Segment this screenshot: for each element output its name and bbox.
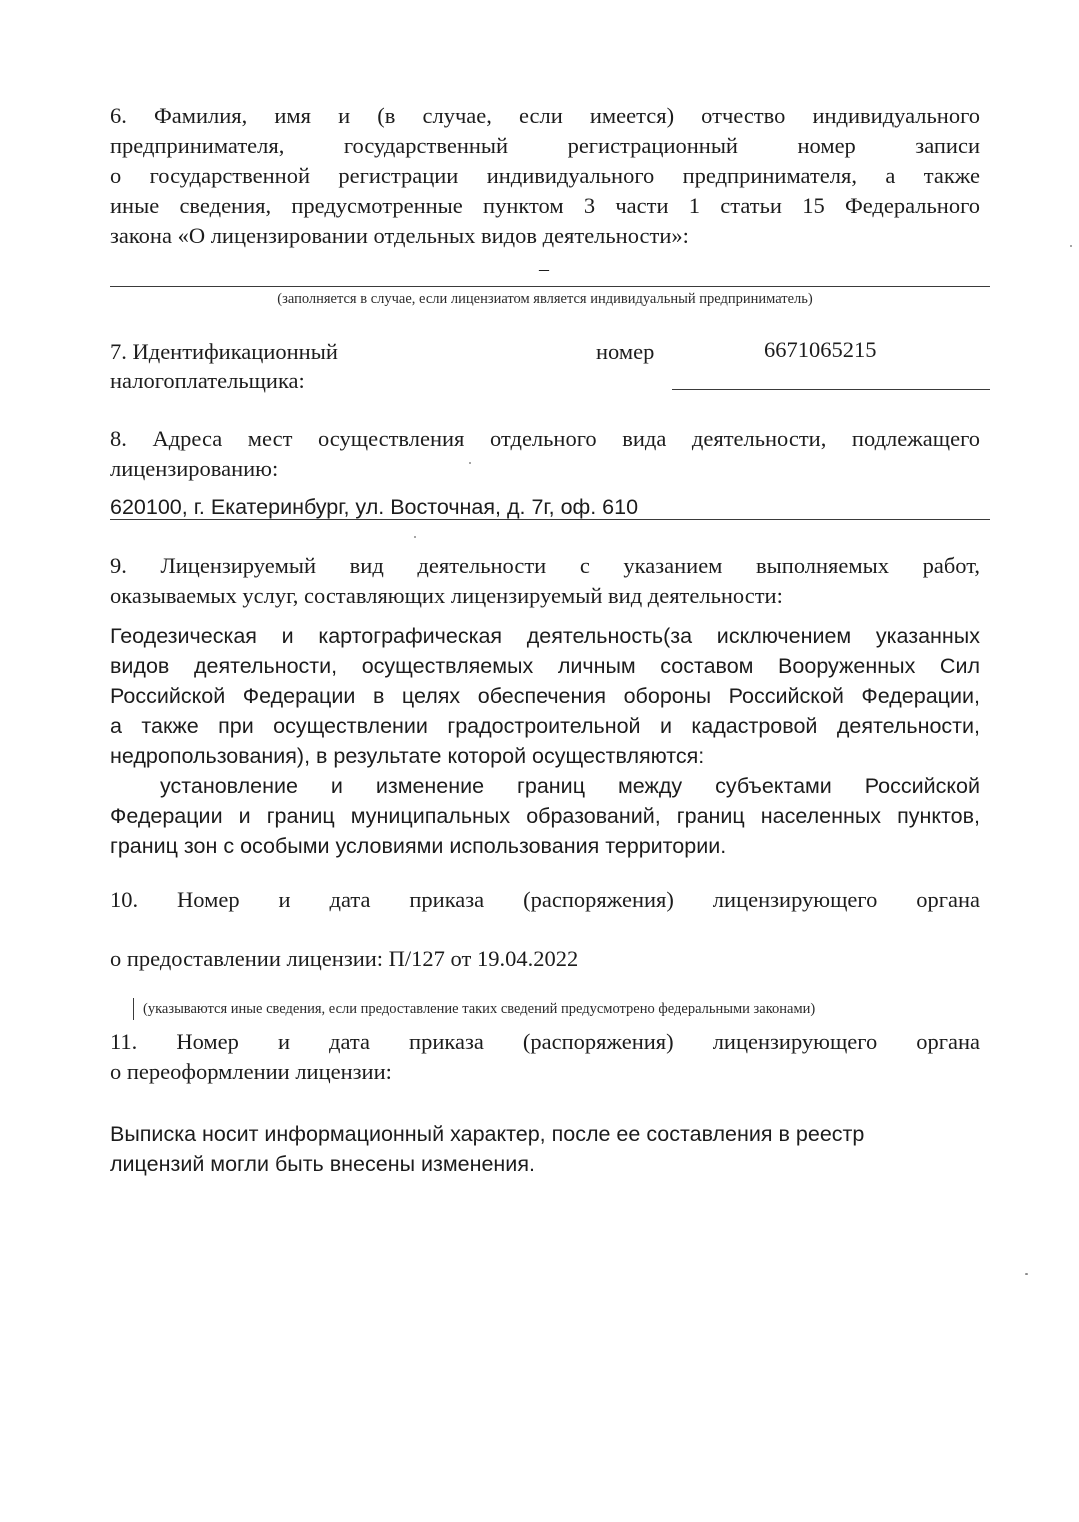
s6-line-3: о государственной регистрации индивидуального предпринимателя, а также — [110, 163, 980, 188]
s6-line-2: предпринимателя, государственный регистрационный номер записи — [110, 133, 980, 158]
activity-value — [110, 621, 980, 861]
s9-value-line-5: недропользования), в результате которой осуществляются: — [110, 744, 705, 768]
s9-value2-line-3: границ зон с особыми условиями использования территории. — [110, 834, 727, 858]
s9-value-line-4: а также при осуществлении градостроительной и кадастровой деятельности, — [110, 714, 980, 738]
footer-note — [110, 1119, 930, 1179]
s8-line-2: лицензированию: — [110, 456, 279, 481]
s9-line-1: 9. Лицензируемый вид деятельности с указанием выполняемых работ, — [110, 553, 980, 578]
s9-line-2: оказываемых услуг, составляющих лицензируемый вид деятельности: — [110, 583, 783, 608]
s10-note-bar — [133, 998, 134, 1020]
s7-label-part1: 7. Идентификационный — [110, 339, 338, 364]
s9-value-line-3: Российской Федерации в целях обеспечения обороны Российской Федерации, — [110, 684, 980, 708]
s6-line-4: иные сведения, предусмотренные пунктом 3 части 1 статьи 15 Федерального — [110, 193, 980, 218]
s10-line-2: о предоставлении лицензии: П/127 от 19.04.2022 — [110, 946, 579, 971]
s9-value-line-2: видов деятельности, осуществляемых личным составом Вооруженных Сил — [110, 654, 980, 678]
s8-line-1: 8. Адреса мест осуществления отдельного вида деятельности, подлежащего — [110, 426, 980, 451]
s6-line-5: закона «О лицензировании отдельных видов деятельности»: — [110, 223, 689, 248]
s7-label-part2: номер — [596, 339, 655, 364]
s9-value2-line-2: Федерации и границ муниципальных образований, границ населенных пунктов, — [110, 804, 980, 828]
s6-value: – — [539, 258, 549, 280]
s9-value2-line-1: установление и изменение границ между субъектами Российской — [160, 774, 980, 798]
s9-value-line-1: Геодезическая и картографическая деятельность(за исключением указанных — [110, 624, 980, 648]
footer-line-2: лицензий могли быть внесены изменения. — [110, 1152, 535, 1176]
scan-speck — [1025, 1273, 1028, 1275]
section-8 — [110, 424, 980, 484]
s10-note: (указываются иные сведения, если предоставление таких сведений предусмотрено федеральными законами) — [143, 1001, 816, 1017]
section-9 — [110, 551, 980, 611]
s6-note: (заполняется в случае, если лицензиатом является индивидуальный предприниматель) — [277, 291, 813, 307]
section-6 — [110, 101, 980, 251]
s11-line-2: о переоформлении лицензии: — [110, 1059, 392, 1084]
scan-speck — [414, 536, 416, 538]
s7-label-line2: налогоплательщика: — [110, 368, 305, 393]
s7-underline — [672, 389, 990, 390]
s10-line-1 — [110, 885, 980, 915]
s8-underline — [110, 519, 990, 520]
scan-speck — [1070, 245, 1072, 247]
s11-line-1: 11. Номер и дата приказа (распоряжения) лицензирующего органа — [110, 1029, 980, 1054]
s6-line-1: 6. Фамилия, имя и (в случае, если имеется) отчество индивидуального — [110, 103, 980, 128]
inn-value: 6671065215 — [764, 337, 877, 362]
s6-underline — [110, 286, 990, 287]
section-11 — [110, 1027, 980, 1087]
scan-speck — [469, 462, 471, 464]
footer-line-1: Выписка носит информационный характер, после ее составления в реестр — [110, 1122, 865, 1146]
address-value: 620100, г. Екатеринбург, ул. Восточная, д. 7г, оф. 610 — [110, 495, 639, 519]
s10-line-1-text: 10. Номер и дата приказа (распоряжения) лицензирующего органа — [110, 887, 980, 912]
